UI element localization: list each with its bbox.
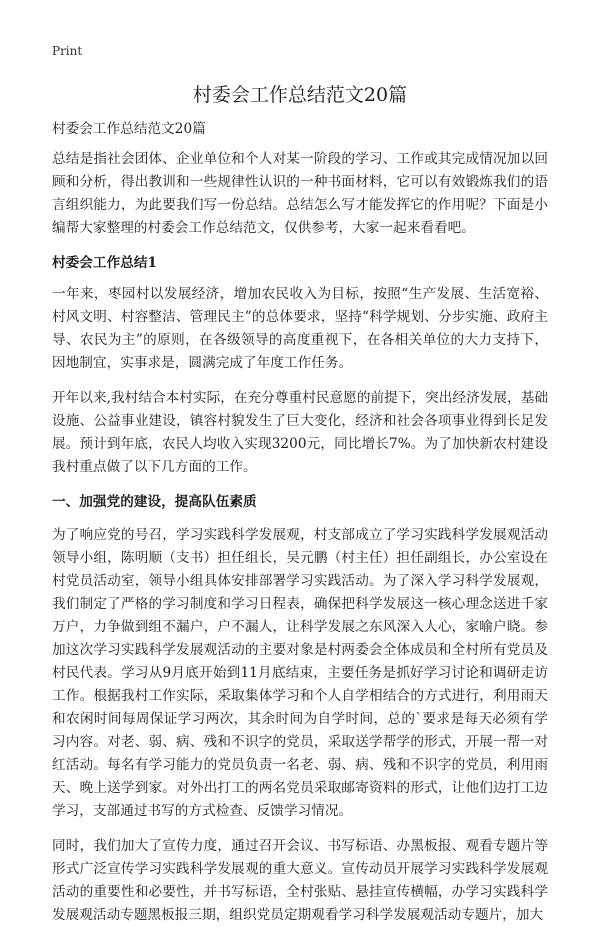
paragraph-2: 开年以来,我村结合本村实际，在充分尊重村民意愿的前提下，突出经济发展，基础设施、公益事业建设，镇容村貌发生了巨大变化，经济和社会各项事业得到长足发展。预计到年底，农民人均收入实现3200元，同比增长7%。为了加快新农村建设我村重点做了以下几方面的工作。 xyxy=(52,390,548,475)
print-label: Print xyxy=(52,44,83,58)
paragraph-1: 一年来，枣园村以发展经济，增加农民收入为目标，按照“生产发展、生活宽裕、村风文明、村容整洁、管理民主”的总体要求，坚持“科学规划、分步实施、政府主导、农民为主”的原则，在各级领导的高度重视下，在各相关单位的大力支持下，因地制宜，实事求是，圆满完成了年度工作任务。 xyxy=(52,286,548,371)
paragraph-3: 为了响应党的号召，学习实践科学发展观，村支部成立了学习实践科学发展观活动领导小组，陈明顺（支书）担任组长，吴元鹏（村主任）担任副组长，办公室设在村党员活动室，领导小组具体安排部署学习实践活动。为了深入学习科学发展观，我们制定了严格的学习制度和学习日程表，确保把科学发展这一核心理念送进千家万户，力争做到组不漏户，户不漏人，让科学发展之东风深入人心，家喻户晓。参加这次学习实践科学发展观活动的主要对象是村两委会全体成员和全村所有党员及村民代表。学习从9月底开始到11月底结束，主要任务是抓好学习讨论和调研走访工作。根据我村工作实际，采取集体学习和个人自学相结合的方式进行，利用雨天和农闲时间每周保证学习两次，其余时间为自学时间，总的`要求是每天必须有学习内容。对老、弱、病、残和不识字的党员，采取送学帮学的形式，开展一帮一对红活动。每名有学习能力的党员负责一名老、弱、病、残和不识字的党员，利用雨天、晚上送学到家。对外出打工的两名党员采取邮寄资料的形式，让他们边打工边学习，支部通过书写的方式检查、反馈学习情况。 xyxy=(52,527,548,819)
page-title: 村委会工作总结范文20篇 xyxy=(192,84,408,106)
summary-1-heading: 村委会工作总结1 xyxy=(52,255,158,271)
article-subtitle: 村委会工作总结范文20篇 xyxy=(52,121,206,137)
article-body xyxy=(52,118,548,939)
paragraph-4: 同时，我们加大了宣传力度，通过召开会议、书写标语、办黑板报、观看专题片等形式广泛宣传学习实践科学发展观的重大意义。宣传动员开展学习实践科学发展观活动的重要性和必要性，并书写标语，全村张贴、悬挂宣传横幅，办学习实践科学发展观活动专题黑板报三期，组织党员定期观看学习科学发展观活动专题片，加大 xyxy=(52,838,548,923)
section-1-heading: 一、加强党的建设，提高队伍素质 xyxy=(52,494,257,510)
intro-paragraph: 总结是指社会团体、企业单位和个人对某一阶段的学习、工作或其完成情况加以回顾和分析，得出教训和一些规律性认识的一种书面材料，它可以有效锻炼我们的语言组织能力，为此要我们写一份总结。总结怎么写才能发挥它的作用呢？下面是小编帮大家整理的村委会工作总结范文，仅供参考，大家一起来看看吧。 xyxy=(52,151,548,236)
